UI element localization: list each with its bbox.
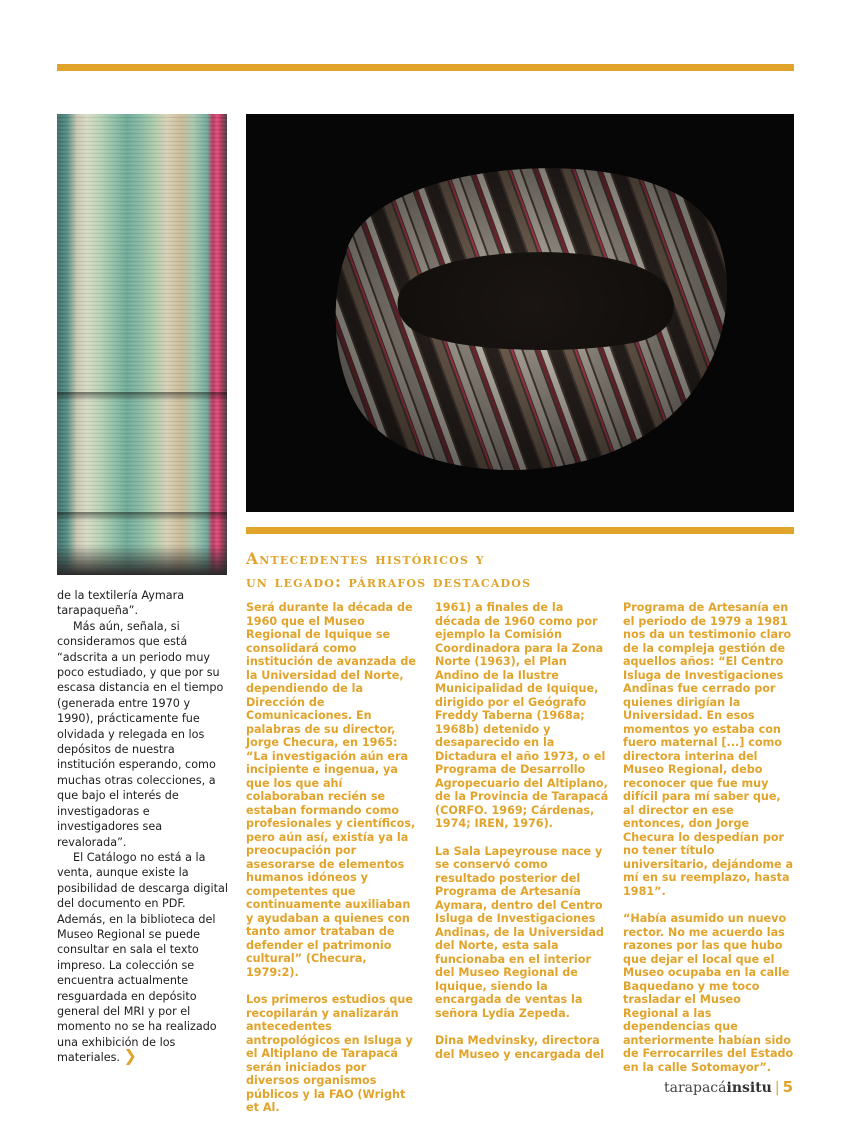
brand-name: tarapacá	[663, 1080, 727, 1096]
body-paragraph: Será durante la década de 1960 que el Museo Regional de Iquique se consolidará como institución de avanzada de la Universidad del Norte, dependiendo de la Dirección de Comunicaciones. En palabras de su director, Jorge Checura, en 1965: “La investigación aún era incipiente e ingenua, ya que los que ahí colaboraban recién se estaban formando como profesionales y científicos, pero aún así, existía ya la preocupación por asesorarse de elementos humanos idóneos y competentes que continuamente auxiliaban y ayudaban a quienes con tanto amor trataban de defender el patrimonio cultural” (Checura, 1979:2).	[246, 601, 416, 979]
left-paragraph: de la textilería Aymara tarapaqueña”.	[57, 589, 185, 618]
folded-textile-illustration	[246, 114, 794, 512]
body-column-3	[623, 601, 795, 1088]
body-paragraph: La Sala Lapeyrouse nace y se conservó como resultado posterior del Programa de Artesanía Aymara, dentro del Centro Isluga de Investigaciones Andinas, de la Universidad del Norte, esta sala funcionaba en el interior del Museo Regional de Iquique, siendo la encargada de ventas la señora Lydia Zepeda.	[435, 844, 604, 1020]
left-paragraph: Más aún, señala, si consideramos que está “adscrita a un periodo muy poco estudiado, y que por su escasa distancia en el tiempo (generada entre 1970 y 1990), prácticamente fue olvidada y relegada en los depósitos de nuestra institución esperando, como muchas otras colecciones, a que bajo el interés de investigadoras e investigadores sea revalorada”.	[57, 619, 224, 849]
textile-shadow	[57, 545, 227, 575]
brand-name-bold: insitu	[726, 1080, 772, 1096]
body-paragraph: Dina Medvinsky, directora del Museo y encargada del	[435, 1034, 605, 1061]
left-paragraph-text: El Catálogo no está a la venta, aunque existe la posibilidad de descarga digital del documento en PDF. Además, en la biblioteca del Museo Regional se puede consultar en sala el texto impreso. La colección se encuentra actualmente resguardada en depósito general del MRI y por el momento no se ha realizado una exhibición de los materiales.	[57, 850, 228, 1065]
heading-line: Antecedentes históricos y	[246, 549, 485, 568]
textile-photo-left	[57, 114, 227, 575]
left-paragraph	[57, 850, 229, 1066]
top-rule	[57, 64, 794, 71]
textile-fold	[57, 392, 227, 400]
textile-fold	[57, 512, 227, 520]
body-column-2	[435, 601, 611, 1075]
section-rule	[246, 527, 794, 534]
body-column-1	[246, 601, 416, 1129]
left-column-text	[57, 588, 229, 1066]
body-paragraph: Programa de Artesanía en el periodo de 1979 a 1981 nos da un testimonio claro de la compleja gestión de aquellos años: “El Centro Isluga de Investigaciones Andinas fue cerrado por quienes dirigían la Universidad. En esos momentos yo estaba con fuero maternal [...] como directora interina del Museo Regional, debo reconocer que fue muy difícil para mí saber que, al director en ese entonces, don Jorge Checura lo despedían por no tener título universitario, dejándome a mí en su reemplazo, hasta 1981”.	[623, 601, 794, 898]
section-heading	[246, 547, 794, 593]
chevron-right-icon: ❯	[123, 1046, 137, 1066]
heading-line: un legado: párrafos destacados	[246, 572, 532, 591]
textile-photo-main	[246, 114, 794, 512]
body-paragraph: Los primeros estudios que recopilarán y analizarán antecedentes antropológicos en Isluga y el Altiplano de Tarapacá serán iniciados por diversos organismos públicos y la FAO (Wright et Al.	[246, 993, 413, 1114]
body-paragraph: 1961) a finales de la década de 1960 como por ejemplo la Comisión Coordinadora para la Zona Norte (1963), el Plan Andino de la Ilustre Municipalidad de Iquique, dirigido por el Geógrafo Freddy Taberna (1968a; 1968b) detenido y desaparecido en la Dictadura el año 1973, o el Programa de Desarrollo Agropecuario del Altiplano, de la Provincia de Tarapacá (CORFO. 1969; Cárdenas, 1974; IREN, 1976).	[435, 601, 609, 830]
page-number: 5	[782, 1078, 793, 1096]
page-footer	[664, 1078, 793, 1096]
footer-separator: |	[774, 1080, 780, 1096]
body-paragraph: “Había asumido un nuevo rector. No me acuerdo las razones por las que hubo que dejar el local que el Museo ocupaba en la calle Baquedano y me toco trasladar el Museo Regional a las dependencias que anteriormente habían sido de Ferrocarriles del Estado en la calle Sotomayor”.	[623, 912, 794, 1074]
